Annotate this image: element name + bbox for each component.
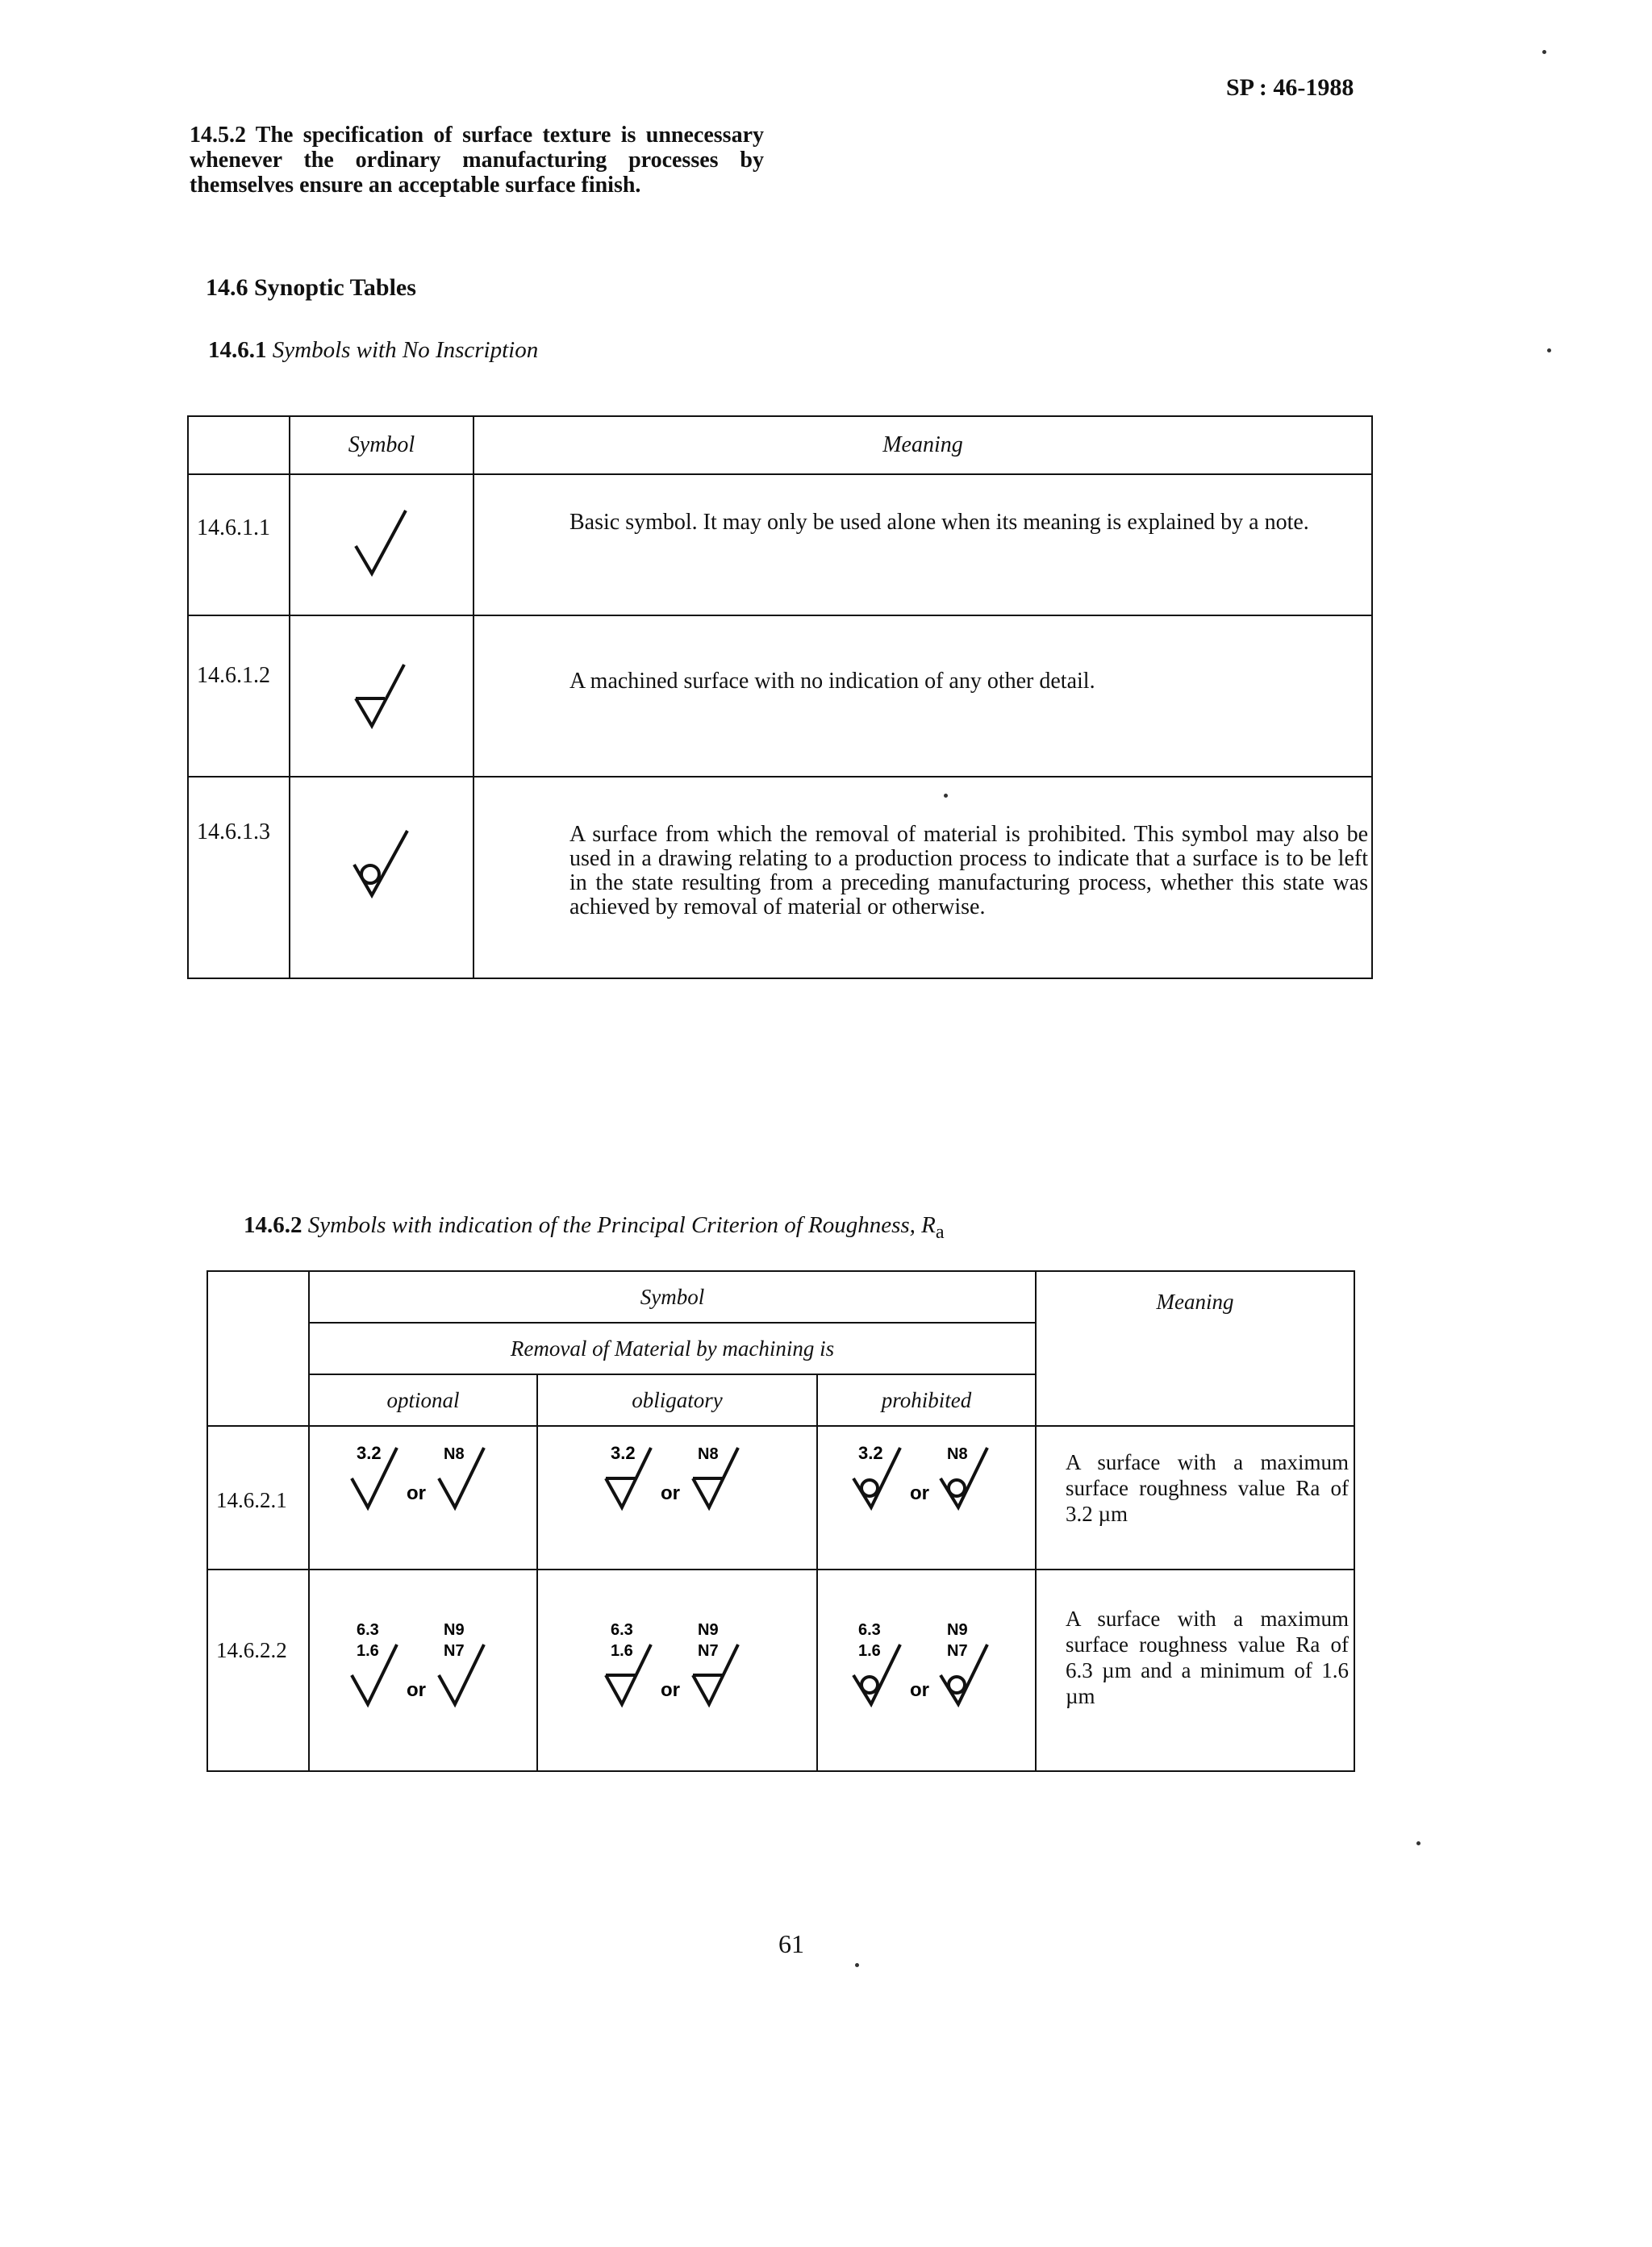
machined-surface-symbol-icon [333, 657, 430, 745]
header-blank [207, 1271, 309, 1426]
ra-max-value: 6.3 [610, 1621, 633, 1639]
roughness-grade-max: N9 [697, 1621, 719, 1639]
roughness-symbol: R [921, 1212, 936, 1238]
row-meaning: Basic symbol. It may only be used alone when its meaning is explained by a note. [473, 474, 1372, 615]
optional-symbol-cell [309, 1570, 537, 1771]
subsection-title-14-6-1 [208, 337, 538, 364]
table-row [188, 474, 1372, 615]
roughness-subscript: a [935, 1220, 945, 1243]
obligatory-symbol-cell [537, 1570, 817, 1771]
row-meaning: A surface from which the removal of material is prohibited. This symbol may also be used in a drawing relating to a production process to indicate that a surface is to be left in the state resulting from a preceding manufacturing process, whether this state was achieved by removal of material or otherwise. [473, 777, 1372, 978]
row-meaning: A machined surface with no indication of any other detail. [473, 615, 1372, 777]
scan-speck [944, 794, 948, 798]
table-row [188, 615, 1372, 777]
prohibited-symbol-cell [817, 1426, 1036, 1570]
prohibited-symbol-cell [817, 1570, 1036, 1771]
roughness-grade-min: N7 [443, 1642, 465, 1660]
scan-speck [855, 1963, 859, 1967]
scan-speck [1542, 50, 1546, 54]
header-removal: Removal of Material by machining is [309, 1323, 1036, 1374]
ra-min-value: 1.6 [356, 1642, 379, 1660]
document-code: SP : 46-1988 [1226, 74, 1354, 101]
row-id: 14.6.1.1 [188, 474, 290, 615]
or-label: or [660, 1679, 680, 1701]
optional-roughness-symbol-icon [323, 1427, 524, 1532]
table-header-row [207, 1271, 1354, 1323]
header-blank [188, 416, 290, 474]
prohibited-roughness-range-symbol-icon [826, 1611, 1028, 1732]
or-label: or [660, 1482, 680, 1504]
table-row [207, 1426, 1354, 1570]
or-label: or [406, 1482, 426, 1504]
obligatory-symbol-cell [537, 1426, 817, 1570]
or-label: or [406, 1679, 426, 1701]
roughness-grade-max: N9 [443, 1621, 465, 1639]
header-symbol: Symbol [290, 416, 473, 474]
or-label: or [909, 1679, 929, 1701]
roughness-grade: N8 [946, 1445, 968, 1463]
subsection-number: 14.6.2 [244, 1212, 302, 1238]
ra-max-value: 6.3 [356, 1621, 379, 1639]
row-meaning: A surface with a maximum surface roughness value Ra of 6.3 µm and a minimum of 1.6 µm [1036, 1570, 1354, 1771]
row-id: 14.6.1.2 [188, 615, 290, 777]
subsection-title-14-6-2 [244, 1212, 945, 1244]
subsection-text: Symbols with No Inscription [272, 337, 539, 363]
subsection-number: 14.6.1 [208, 337, 267, 363]
ra-min-value: 1.6 [857, 1642, 881, 1660]
obligatory-roughness-symbol-icon [577, 1427, 778, 1532]
subsection-text: Symbols with indication of the Principal Criterion of Roughness, [307, 1212, 916, 1238]
header-obligatory: obligatory [537, 1374, 817, 1426]
no-removal-surface-symbol-icon [333, 818, 430, 915]
optional-symbol-cell [309, 1426, 537, 1570]
page-number: 61 [778, 1929, 804, 1958]
row-id: 14.6.1.3 [188, 777, 290, 978]
ra-min-value: 1.6 [610, 1642, 633, 1660]
basic-symbol-cell [290, 474, 473, 615]
roughness-grade-max: N9 [946, 1621, 968, 1639]
roughness-grade-min: N7 [697, 1642, 719, 1660]
scan-speck [1416, 1841, 1420, 1845]
row-id: 14.6.2.1 [207, 1426, 309, 1570]
paragraph-14-5-2: 14.5.2 The specification of surface texture is unnecessary whenever the ordinary manufacturing processes by themselves ensure an acceptable surface finish. [190, 123, 764, 198]
obligatory-roughness-range-symbol-icon [577, 1611, 778, 1732]
row-meaning: A surface with a maximum surface roughness value Ra of 3.2 µm [1036, 1426, 1354, 1570]
ra-value: 3.2 [610, 1443, 636, 1463]
ra-max-value: 6.3 [857, 1621, 881, 1639]
roughness-grade-min: N7 [946, 1642, 968, 1660]
header-meaning: Meaning [1036, 1271, 1354, 1426]
optional-roughness-range-symbol-icon [323, 1611, 524, 1732]
prohibited-symbol-cell [290, 777, 473, 978]
basic-surface-symbol-icon [333, 499, 430, 588]
header-meaning: Meaning [473, 416, 1372, 474]
ra-value: 3.2 [356, 1443, 382, 1463]
header-optional: optional [309, 1374, 537, 1426]
roughness-grade: N8 [443, 1445, 465, 1463]
table-header-row [188, 416, 1372, 474]
roughness-symbols-table [206, 1270, 1355, 1772]
symbols-no-inscription-table [187, 415, 1373, 979]
ra-value: 3.2 [857, 1443, 883, 1463]
roughness-grade: N8 [697, 1445, 719, 1463]
row-id: 14.6.2.2 [207, 1570, 309, 1771]
or-label: or [909, 1482, 929, 1504]
scan-speck [1547, 348, 1551, 352]
prohibited-roughness-symbol-icon [826, 1427, 1028, 1532]
table-row [207, 1570, 1354, 1771]
table-row [188, 777, 1372, 978]
section-title: 14.6 Synoptic Tables [206, 274, 416, 301]
header-symbol: Symbol [309, 1271, 1036, 1323]
header-prohibited: prohibited [817, 1374, 1036, 1426]
machined-symbol-cell [290, 615, 473, 777]
